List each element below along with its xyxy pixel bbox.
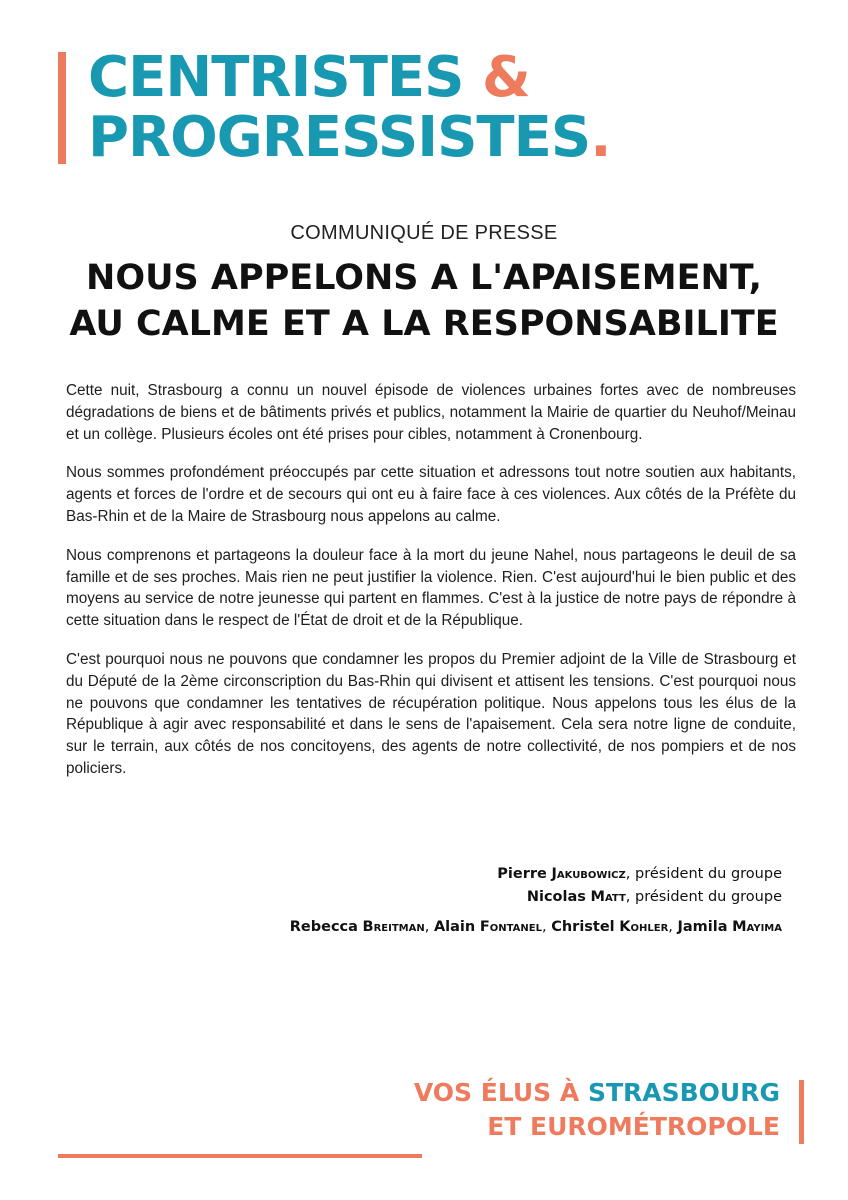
member-first-name: Alain <box>433 919 476 935</box>
body-text <box>66 380 796 797</box>
signature-members <box>290 919 782 935</box>
brand-ampersand: & <box>482 45 530 110</box>
signature-first-name: Pierre <box>497 866 547 882</box>
member-last-name: Mayima <box>732 919 782 935</box>
signature-last-name: Jakubowicz <box>551 866 626 882</box>
member-last-name: Fontanel <box>479 919 542 935</box>
member-first-name: Jamila <box>677 919 728 935</box>
headline-line1: NOUS APPELONS A L'APAISEMENT, <box>86 258 762 298</box>
member-separator: , <box>541 919 552 935</box>
member-first-name: Christel <box>551 919 615 935</box>
signature-first-name: Nicolas <box>526 889 586 905</box>
brand-line1: CENTRISTES <box>88 45 464 110</box>
member-last-name: Breitman <box>362 919 425 935</box>
brand-logo <box>88 45 611 170</box>
paragraph: Cette nuit, Strasbourg a connu un nouvel épisode de violences urbaines fortes avec de nombreuses dégradations de biens et de bâtiments privés et publics, notamment la Mairie de quartier du Neuhof/Meinau et un collège. Plusieurs écoles ont été prises pour cibles, notamment à Cronenbourg. <box>66 382 796 443</box>
footer-tagline <box>414 1076 780 1144</box>
footer-accent-bar <box>799 1080 804 1144</box>
brand-line2: PROGRESSISTES <box>88 105 591 170</box>
brand-dot: . <box>590 105 611 170</box>
brand-accent-bar <box>58 52 66 164</box>
signature-president-2 <box>290 889 782 905</box>
footer-rule <box>58 1154 422 1158</box>
member-separator: , <box>424 919 434 935</box>
member-first-name: Rebecca <box>289 919 358 935</box>
press-release-label: COMMUNIQUÉ DE PRESSE <box>290 222 558 244</box>
footer-line2: ET EUROMÉTROPOLE <box>487 1112 780 1141</box>
signature-role: , président du groupe <box>625 866 782 882</box>
footer-city: STRASBOURG <box>587 1078 780 1107</box>
headline <box>0 255 848 347</box>
signature-last-name: Matt <box>590 889 626 905</box>
paragraph: C'est pourquoi nous ne pouvons que condamner les propos du Premier adjoint de la Ville de Strasbourg et du Député de la 2ème circonscription du Bas-Rhin qui divisent et attisent les tensions. C'est pourquoi nous ne pouvons que condamner les tentatives de récupération politique. Nous appelons tous les élus de la République à agir avec responsabilité et dans le sens de l'apaisement. Cela sera notre ligne de conduite, sur le terrain, aux côtés de nos concitoyens, des agents de notre collectivité, de nos pompiers et de nos policiers. <box>66 650 796 777</box>
member-separator: , <box>668 919 678 935</box>
member-last-name: Kohler <box>619 919 669 935</box>
signature-role: , président du groupe <box>625 889 782 905</box>
headline-line2: AU CALME ET A LA RESPONSABILITE <box>69 304 779 344</box>
signature-president-1 <box>290 866 782 882</box>
signatures <box>290 866 782 942</box>
paragraph: Nous comprenons et partageons la douleur face à la mort du jeune Nahel, nous partageons le deuil de sa famille et de ses proches. Mais rien ne peut justifier la violence. Rien. C'est aujourd'hui le bien public et des moyens au service de notre jeunesse qui partent en flammes. C'est à la justice de notre pays de répondre à cette situation dans le respect de l'État de droit et de la République. <box>66 546 796 630</box>
footer-line1-prefix: VOS ÉLUS À <box>413 1078 588 1107</box>
paragraph: Nous sommes profondément préoccupés par cette situation et adressons tout notre soutien aux habitants, agents et forces de l'ordre et de secours qui ont eu à faire face à ces violences. Aux côtés de la Préfète du Bas-Rhin et de la Maire de Strasbourg nous appelons au calme. <box>66 464 796 525</box>
